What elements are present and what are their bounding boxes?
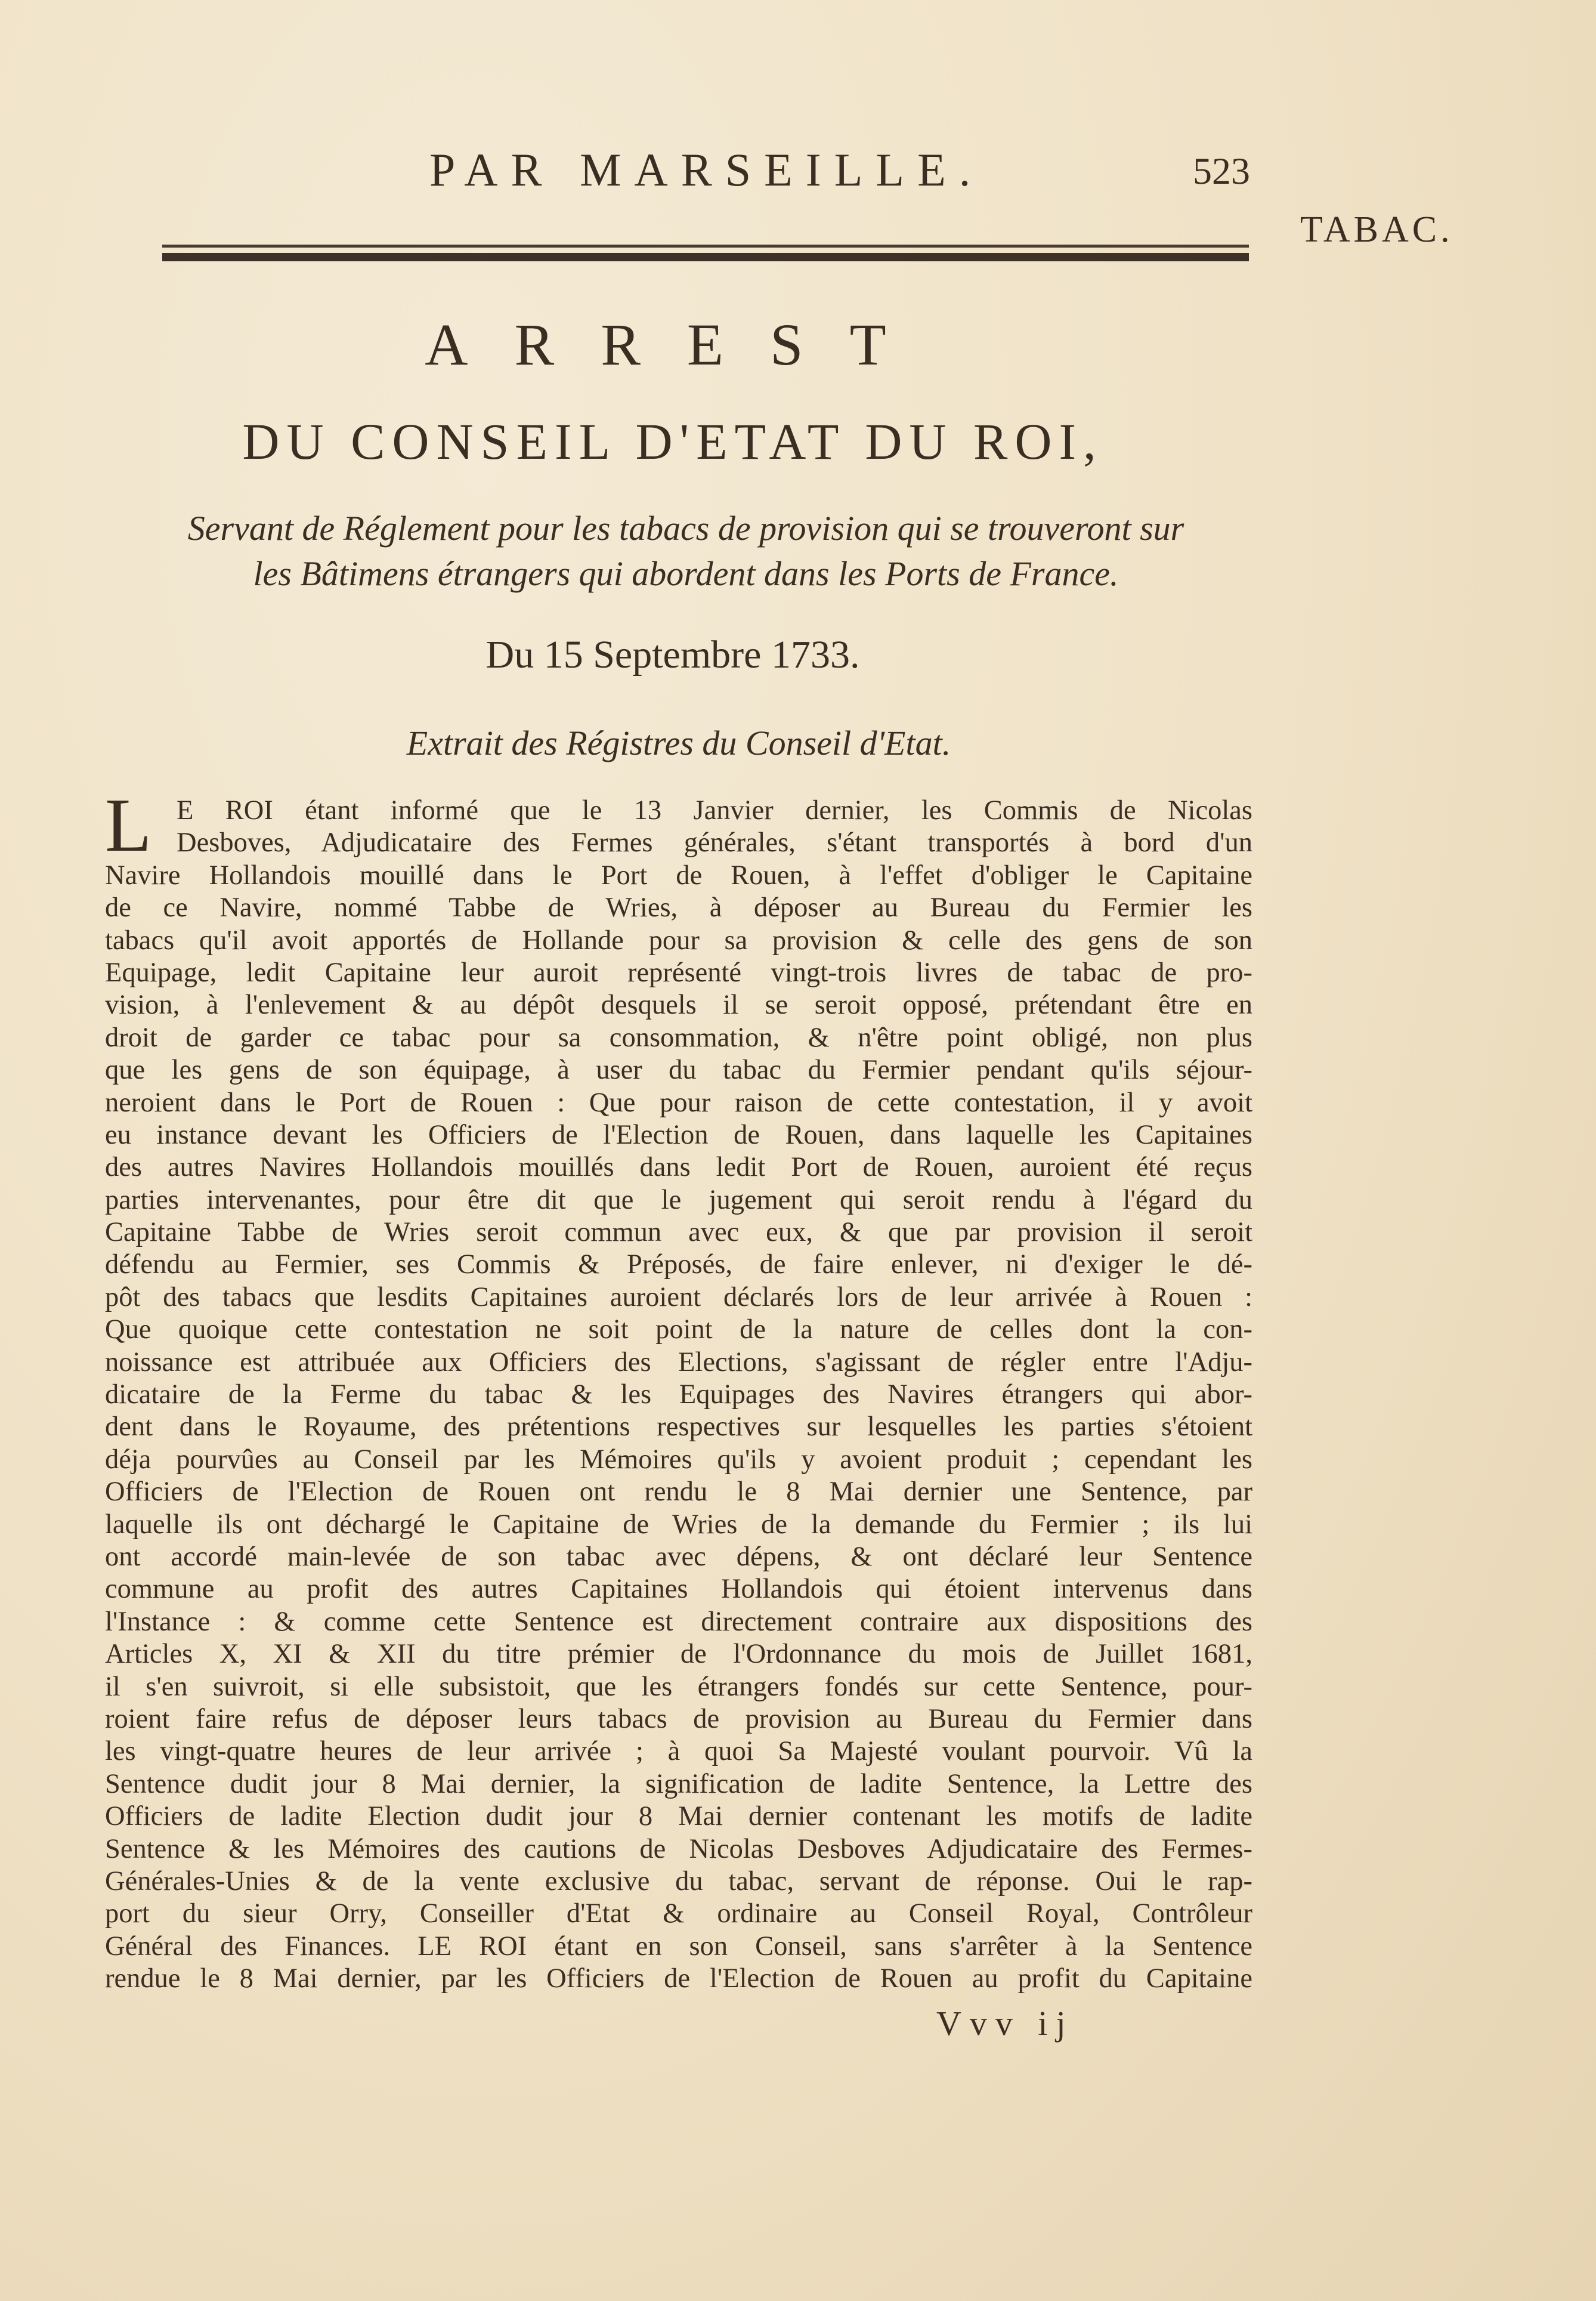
body-line: les vingt-quatre heures de leur arrivée ; à quoi Sa Majesté voulant pourvoir. Vû la [105,1736,1252,1767]
body-line: Articles X, XI & XII du titre prémier de l'Ordonnance du mois de Juillet 1681, [105,1639,1252,1670]
subtitle [101,506,1270,597]
body-line: commune au profit des autres Capitaines Hollandois qui étoient intervenus dans [105,1574,1252,1605]
body-text [105,795,1252,1995]
body-line: déja pourvûes au Conseil par les Mémoires qu'ils y avoient produit ; cependant les [105,1444,1252,1475]
drop-cap: L [105,783,152,867]
date-line: Du 15 Septembre 1733. [485,633,860,677]
body-line: roient faire refus de déposer leurs tabacs de provision au Bureau du Fermier dans [105,1703,1252,1734]
body-line: Desboves, Adjudicataire des Fermes générales, s'étant transportés à bord d'un [177,827,1252,858]
body-line: eu instance devant les Officiers de l'Election de Rouen, dans laquelle les Capitaines [105,1119,1252,1150]
signature-mark: Vvv ij [936,2004,1074,2043]
body-line: port du sieur Orry, Conseiller d'Etat & ordinaire au Conseil Royal, Contrôleur [105,1898,1252,1929]
body-line: Générales-Unies & de la vente exclusive du tabac, servant de réponse. Oui le rap- [105,1865,1252,1897]
body-line: droit de garder ce tabac pour sa consommation, & n'être point obligé, non plus [105,1022,1252,1053]
body-line: rendue le 8 Mai dernier, par les Officiers de l'Election de Rouen au profit du Capitaine [105,1963,1252,1994]
body-line: Officiers de ladite Election dudit jour 8 Mai dernier contenant les motifs de ladite [105,1801,1252,1832]
body-line: neroient dans le Port de Rouen : Que pour raison de cette contestation, il y avoit [105,1087,1252,1118]
body-line: Navire Hollandois mouillé dans le Port de Rouen, à l'effet d'obliger le Capitaine [105,860,1252,891]
header-rule [162,245,1249,261]
body-line: ont accordé main-levée de son tabac avec dépens, & ont déclaré leur Sentence [105,1541,1252,1572]
body-line: défendu au Fermier, ses Commis & Préposés, de faire enlever, ni d'exiger le dé- [105,1249,1252,1280]
body-line: que les gens de son équipage, à user du tabac du Fermier pendant qu'ils séjour- [105,1055,1252,1086]
body-line: Officiers de l'Election de Rouen ont rendu le 8 Mai dernier une Sentence, par [105,1477,1252,1508]
body-line: E ROI étant informé que le 13 Janvier dernier, les Commis de Nicolas [177,795,1252,826]
subtitle-line-2: les Bâtimens étrangers qui abordent dans les Ports de France. [253,554,1119,593]
body-line: laquelle ils ont déchargé le Capitaine de Wries de la demande du Fermier ; ils lui [105,1509,1252,1540]
body-line: il s'en suivroit, si elle subsistoit, que les étrangers fondés sur cette Sentence, pour- [105,1671,1252,1702]
body-line: Général des Finances. LE ROI étant en son Conseil, sans s'arrêter à la Sentence [105,1931,1252,1962]
body-line: parties intervenantes, pour être dit que le jugement qui seroit rendu à l'égard du [105,1184,1252,1215]
body-line: noissance est attribuée aux Officiers des Elections, s'agissant de régler entre l'Adju- [105,1346,1252,1377]
body-line: Equipage, ledit Capitaine leur auroit représenté vingt-trois livres de tabac de pro- [105,957,1252,988]
margin-note: TABAC. [1300,209,1453,250]
title-conseil: DU CONSEIL D'ETAT DU ROI, [242,413,1103,470]
title-arrest: ARREST [425,311,933,378]
body-line: de ce Navire, nommé Tabbe de Wries, à déposer au Bureau du Fermier les [105,892,1252,924]
extract-heading: Extrait des Régistres du Conseil d'Etat. [406,724,951,762]
body-line: dent dans le Royaume, des prétentions respectives sur lesquelles les parties s'étoient [105,1412,1252,1443]
body-line: Sentence dudit jour 8 Mai dernier, la signification de ladite Sentence, la Lettre des [105,1768,1252,1799]
running-title: PAR MARSEILLE. [429,144,984,196]
body-line: Sentence & les Mémoires des cautions de Nicolas Desboves Adjudicataire des Fermes- [105,1833,1252,1864]
body-line: tabacs qu'il avoit apportés de Hollande pour sa provision & celle des gens de son [105,925,1252,956]
subtitle-line-1: Servant de Réglement pour les tabacs de provision qui se trouveront sur [187,509,1184,548]
body-line: dicataire de la Ferme du tabac & les Equipages des Navires étrangers qui abor- [105,1379,1252,1410]
body-line: l'Instance : & comme cette Sentence est directement contraire aux dispositions des [105,1606,1252,1637]
body-line: Que quoique cette contestation ne soit point de la nature de celles dont la con- [105,1314,1252,1345]
body-line: des autres Navires Hollandois mouillés dans ledit Port de Rouen, auroient été reçus [105,1152,1252,1183]
page-number: 523 [1193,150,1250,192]
body-line: vision, à l'enlevement & au dépôt desquels il se seroit opposé, prétendant être en [105,990,1252,1021]
body-line: Capitaine Tabbe de Wries seroit commun avec eux, & que par provision il seroit [105,1217,1252,1248]
body-line: pôt des tabacs que lesdits Capitaines auroient déclarés lors de leur arrivée à Rouen : [105,1281,1252,1312]
